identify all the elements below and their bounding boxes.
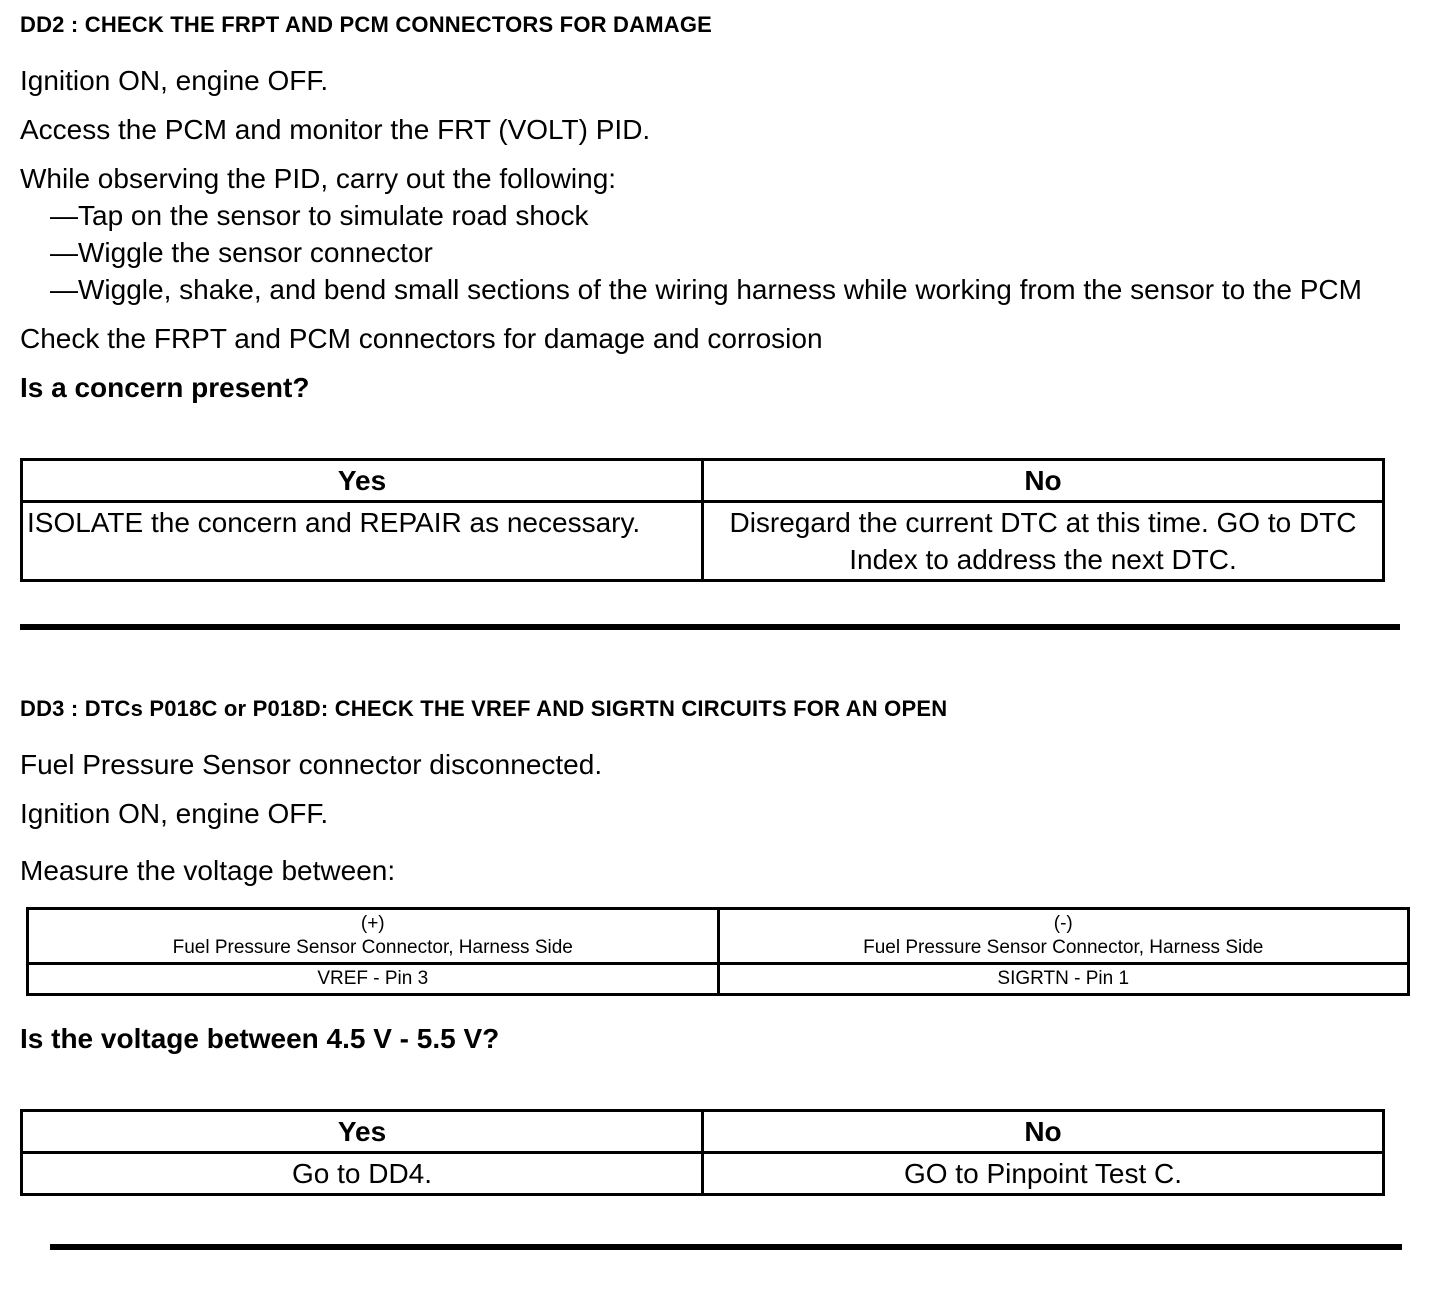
dd3-question: Is the voltage between 4.5 V - 5.5 V? [20, 1023, 500, 1054]
section-dd2 [20, 12, 1412, 630]
dd3-measure-table [26, 907, 1410, 996]
dd3-positive-lead-cell [28, 909, 719, 964]
dd2-paragraph-ignition: Ignition ON, engine OFF. [20, 65, 329, 96]
dd3-yes-action: Go to DD4. [22, 1153, 703, 1195]
table-header-row [28, 909, 1409, 964]
table-row [22, 502, 1384, 581]
dd2-no-action: Disregard the current DTC at this time. GO to DTC Index to address the next DTC. [703, 502, 1384, 581]
dd3-decision-table [20, 1109, 1385, 1196]
dd3-negative-lead-cell [718, 909, 1409, 964]
table-row [22, 1153, 1384, 1195]
dd2-paragraph-check-connectors: Check the FRPT and PCM connectors for damage and corrosion [20, 323, 823, 354]
section-divider [20, 624, 1400, 630]
section-divider-bottom [50, 1244, 1402, 1250]
dd2-step-tap-sensor: —Tap on the sensor to simulate road shock [50, 200, 589, 231]
dd3-paragraph-connector-disconnected: Fuel Pressure Sensor connector disconnected. [20, 749, 603, 780]
dd3-no-action: GO to Pinpoint Test C. [703, 1153, 1384, 1195]
dd2-yes-header: Yes [22, 460, 703, 502]
dd3-positive-desc: Fuel Pressure Sensor Connector, Harness Side [172, 937, 573, 958]
dd2-no-header: No [703, 460, 1384, 502]
dd2-paragraph-access-pcm: Access the PCM and monitor the FRT (VOLT) PID. [20, 114, 651, 145]
dd3-paragraph-ignition: Ignition ON, engine OFF. [20, 798, 329, 829]
dd2-step-list [50, 197, 1412, 308]
dd3-negative-pin: SIGRTN - Pin 1 [718, 964, 1409, 995]
dd2-step-wiggle-connector: —Wiggle the sensor connector [50, 237, 433, 268]
dd2-question: Is a concern present? [20, 372, 310, 403]
dd3-paragraph-measure-voltage: Measure the voltage between: [20, 855, 396, 886]
dd2-step-wiggle-harness: —Wiggle, shake, and bend small sections of the wiring harness while working from the sensor to the PCM [50, 274, 1362, 305]
dd2-yes-action: ISOLATE the concern and REPAIR as necessary. [22, 502, 703, 581]
dd3-negative-sign: (-) [1053, 913, 1073, 934]
dd3-no-header: No [703, 1111, 1384, 1153]
table-header-row [22, 1111, 1384, 1153]
dd2-paragraph-observe-pid: While observing the PID, carry out the following: [20, 163, 617, 194]
dd3-yes-header: Yes [22, 1111, 703, 1153]
table-header-row [22, 460, 1384, 502]
dd3-positive-pin: VREF - Pin 3 [28, 964, 719, 995]
dd3-heading: DD3 : DTCs P018C or P018D: CHECK THE VREF AND SIGRTN CIRCUITS FOR AN OPEN [20, 696, 948, 721]
dd2-decision-table [20, 458, 1385, 582]
dd3-negative-desc: Fuel Pressure Sensor Connector, Harness Side [863, 937, 1264, 958]
section-dd3 [20, 696, 1412, 1250]
dd3-positive-sign: (+) [360, 913, 385, 934]
dd2-heading: DD2 : CHECK THE FRPT AND PCM CONNECTORS FOR DAMAGE [20, 12, 713, 37]
table-row [28, 964, 1409, 995]
